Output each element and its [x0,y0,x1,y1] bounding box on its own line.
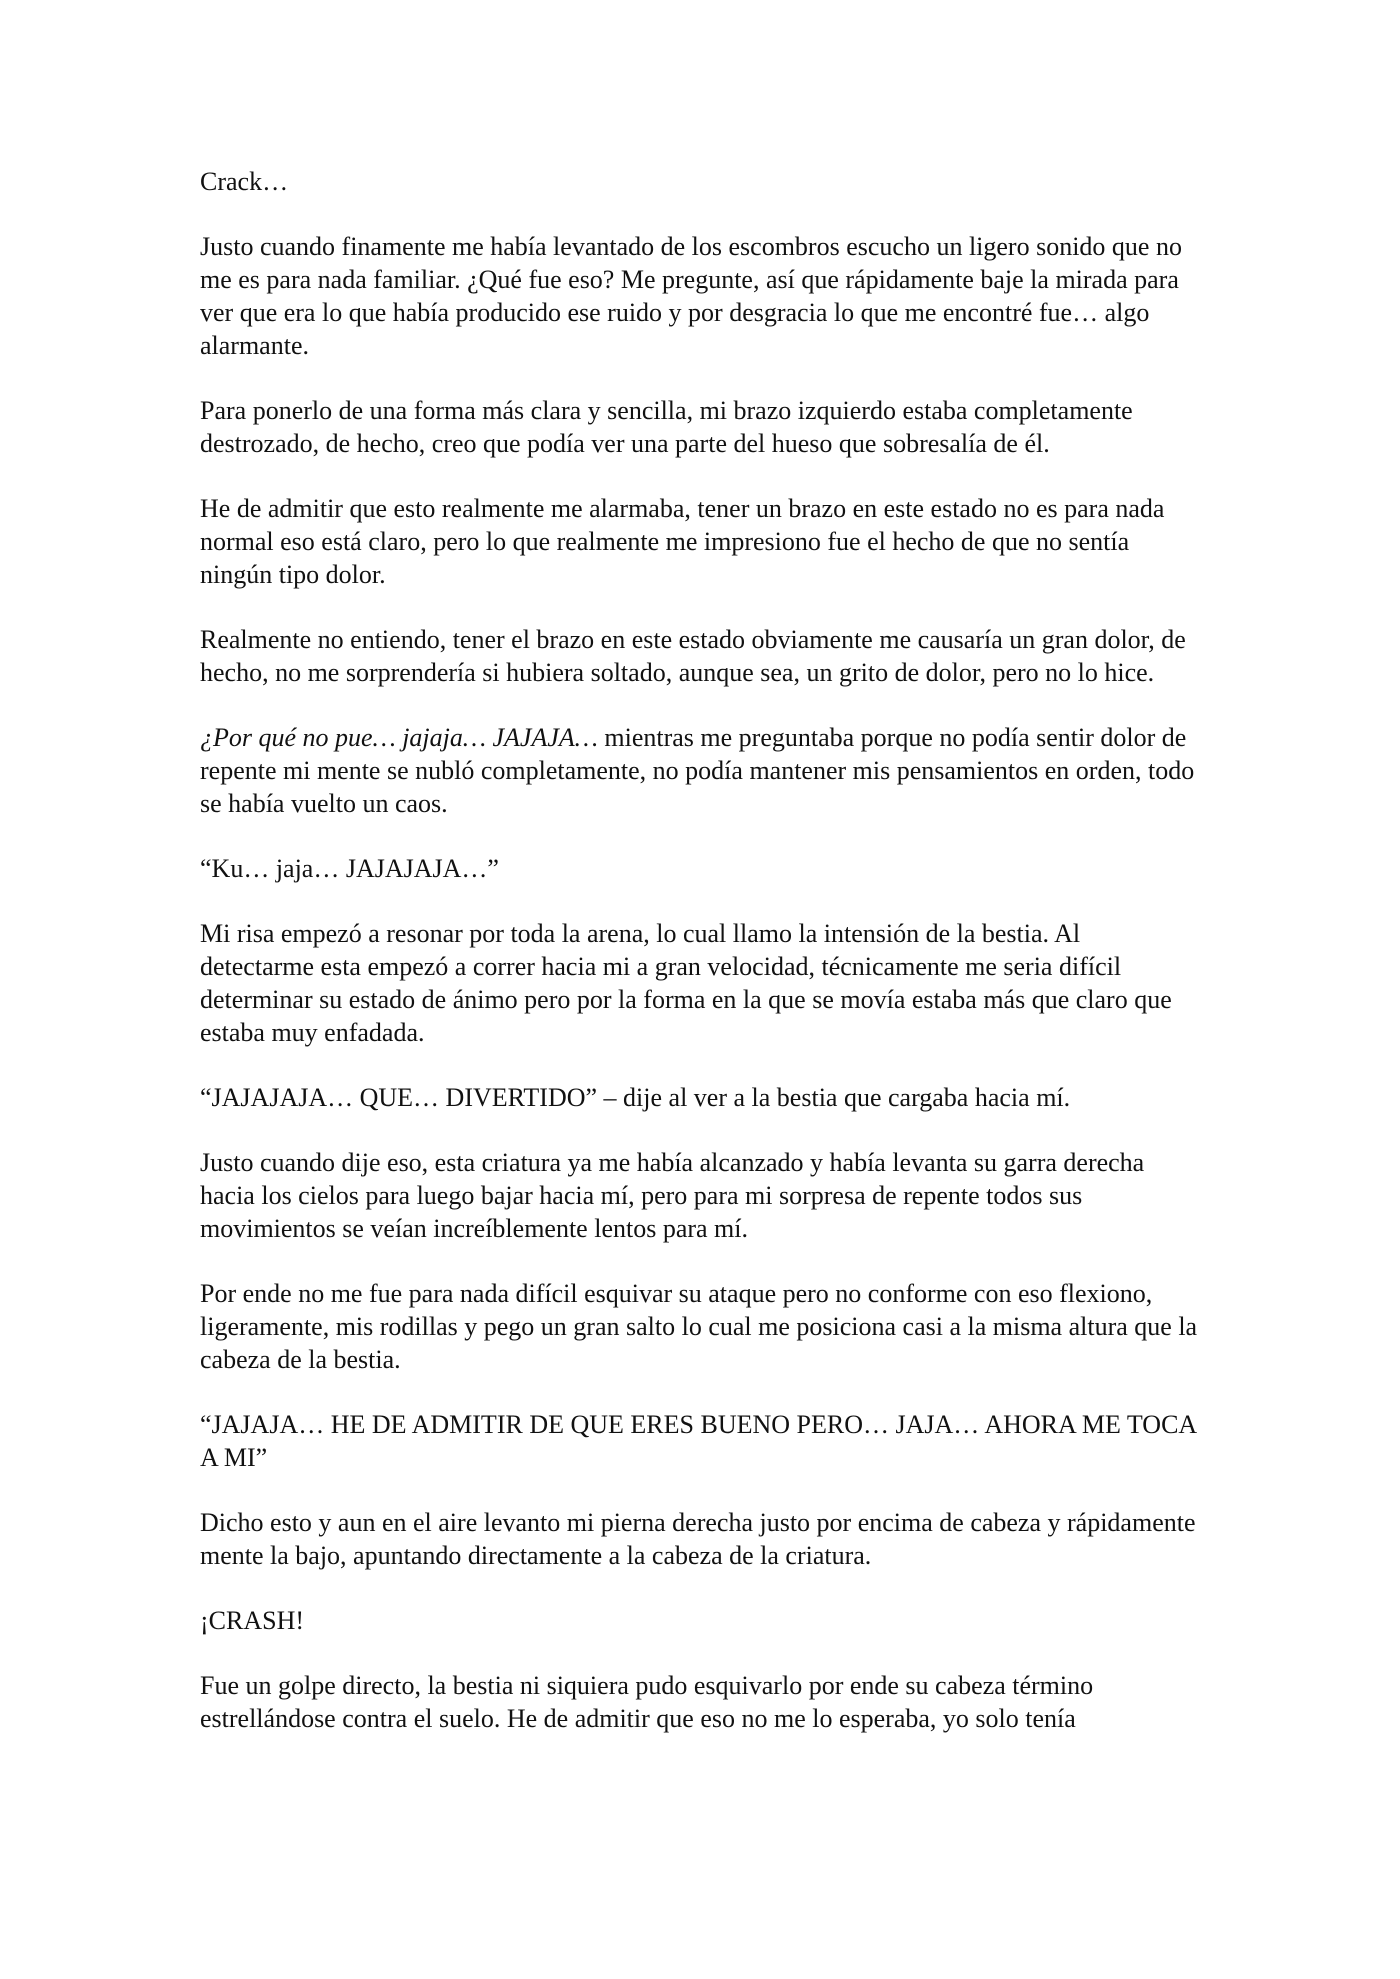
paragraph-text: Mi risa empezó a resonar por toda la arena, lo cual llamo la intensión de la bestia. Al detectarme esta empezó a correr hacia mi a gran velocidad, técnicamente me seria difícil determinar su estado de ánimo pero por la forma en la que se movía estaba más que claro que estaba muy enfadada. [200,919,1172,1047]
paragraph-text: “Ku… jaja… JAJAJAJA…” [200,854,499,883]
paragraph-text: Justo cuando dije eso, esta criatura ya me había alcanzado y había levanta su garra derecha hacia los cielos para luego bajar hacia mí, pero para mi sorpresa de repente todos sus movimientos se veían increíblemente lentos para mí. [200,1148,1145,1243]
paragraph-text: “JAJAJA… HE DE ADMITIR DE QUE ERES BUENO PERO… JAJA… AHORA ME TOCA A MI” [200,1410,1196,1472]
paragraph [200,852,1200,885]
paragraph-text: Por ende no me fue para nada difícil esquivar su ataque pero no conforme con eso flexiono, ligeramente, mis rodillas y pego un gran salto lo cual me posiciona casi a la misma altura que la cabeza de la bestia. [200,1279,1198,1374]
paragraph [200,1669,1200,1735]
paragraph [200,492,1200,591]
paragraph [200,1081,1200,1114]
paragraph [200,230,1200,362]
paragraph [200,1277,1200,1376]
paragraph [200,721,1200,820]
paragraph-text: ¡CRASH! [200,1606,305,1635]
paragraph [200,394,1200,460]
paragraph [200,623,1200,689]
paragraph-text: Crack… [200,167,289,196]
document-body [200,165,1200,1767]
paragraph [200,1506,1200,1572]
paragraph-text: Para ponerlo de una forma más clara y sencilla, mi brazo izquierdo estaba completamente destrozado, de hecho, creo que podía ver una parte del hueso que sobresalía de él. [200,396,1133,458]
paragraph [200,165,1200,198]
paragraph [200,1146,1200,1245]
paragraph-text: mientras me preguntaba porque no podía sentir dolor de repente mi mente se nubló completamente, no podía mantener mis pensamientos en orden, todo se había vuelto un caos. [200,723,1195,818]
paragraph-text: He de admitir que esto realmente me alarmaba, tener un brazo en este estado no es para nada normal eso está claro, pero lo que realmente me impresiono fue el hecho de que no sentía ningún tipo dolor. [200,494,1165,589]
italic-thought-text: ¿Por qué no pue… jajaja… JAJAJA… [200,723,598,752]
paragraph-text: Dicho esto y aun en el aire levanto mi pierna derecha justo por encima de cabeza y rápidamente mente la bajo, apuntando directamente a la cabeza de la criatura. [200,1508,1196,1570]
paragraph-text: Justo cuando finamente me había levantado de los escombros escucho un ligero sonido que no me es para nada familiar. ¿Qué fue eso? Me pregunte, así que rápidamente baje la mirada para ver que era lo que había producido ese ruido y por desgracia lo que me encontré fue… algo alarmante. [200,232,1182,360]
paragraph [200,917,1200,1049]
paragraph [200,1604,1200,1637]
paragraph [200,1408,1200,1474]
paragraph-text: Fue un golpe directo, la bestia ni siquiera pudo esquivarlo por ende su cabeza término estrellándose contra el suelo. He de admitir que eso no me lo esperaba, yo solo tenía [200,1671,1094,1733]
paragraph-text: Realmente no entiendo, tener el brazo en este estado obviamente me causaría un gran dolor, de hecho, no me sorprendería si hubiera soltado, aunque sea, un grito de dolor, pero no lo hice. [200,625,1186,687]
paragraph-text: “JAJAJAJA… QUE… DIVERTIDO” – dije al ver a la bestia que cargaba hacia mí. [200,1083,1071,1112]
